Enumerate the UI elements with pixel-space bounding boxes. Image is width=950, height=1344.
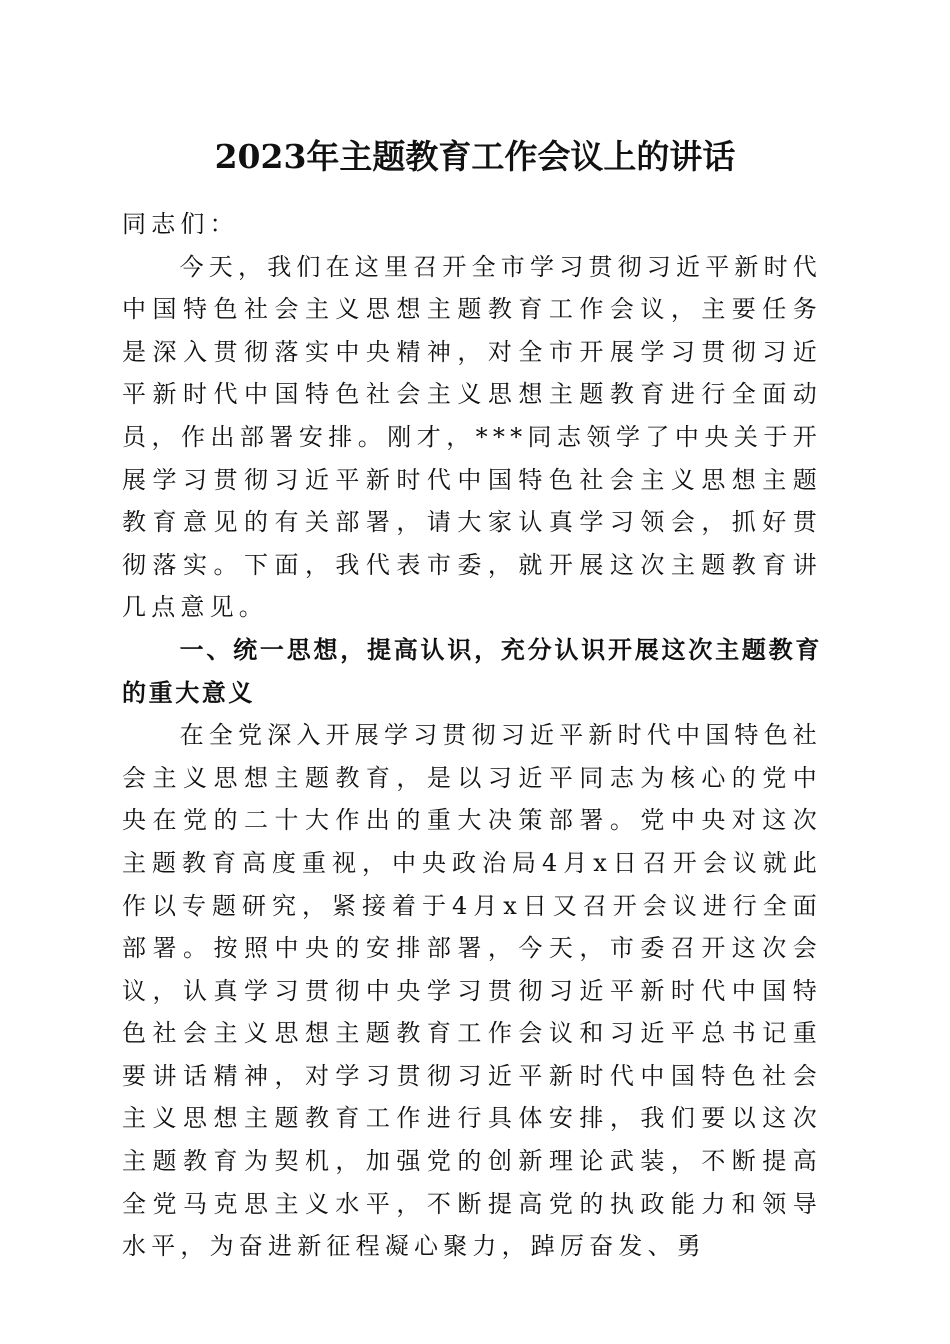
document-body <box>122 203 822 1268</box>
salutation: 同志们： <box>122 210 239 238</box>
body-paragraph: 今天，我们在这里召开全市学习贯彻习近平新时代中国特色社会主义思想主题教育工作会议，主要任务是深入贯彻落实中央精神，对全市开展学习贯彻习近平新时代中国特色社会主义思想主题教育进行全面动员，作出部署安排。刚才，***同志领学了中央关于开展学习贯彻习近平新时代中国特色社会主义思想主题教育意见的有关部署，请大家认真学习领会，抓好贯彻落实。下面，我代表市委，就开展这次主题教育讲几点意见。 <box>122 252 822 622</box>
document-title: 2023年主题教育工作会议上的讲话 <box>214 137 736 176</box>
body-paragraph: 在全党深入开展学习贯彻习近平新时代中国特色社会主义思想主题教育，是以习近平同志为核心的党中央在党的二十大作出的重大决策部署。党中央对这次主题教育高度重视，中央政治局4月x日召开会议就此作以专题研究，紧接着于4月x日又召开会议进行全面部署。按照中央的安排部署，今天，市委召开这次会议，认真学习贯彻中央学习贯彻习近平新时代中国特色社会主义思想主题教育工作会议和习近平总书记重要讲话精神，对学习贯彻习近平新时代中国特色社会主义思想主题教育工作进行具体安排，我们要以这次主题教育为契机，加强党的创新理论武装，不断提高全党马克思主义水平，不断提高党的执政能力和领导水平，为奋进新征程凝心聚力，踔厉奋发、勇 <box>122 721 822 1261</box>
section-heading: 一、统一思想，提高认识，充分认识开展这次主题教育的重大意义 <box>122 635 822 707</box>
